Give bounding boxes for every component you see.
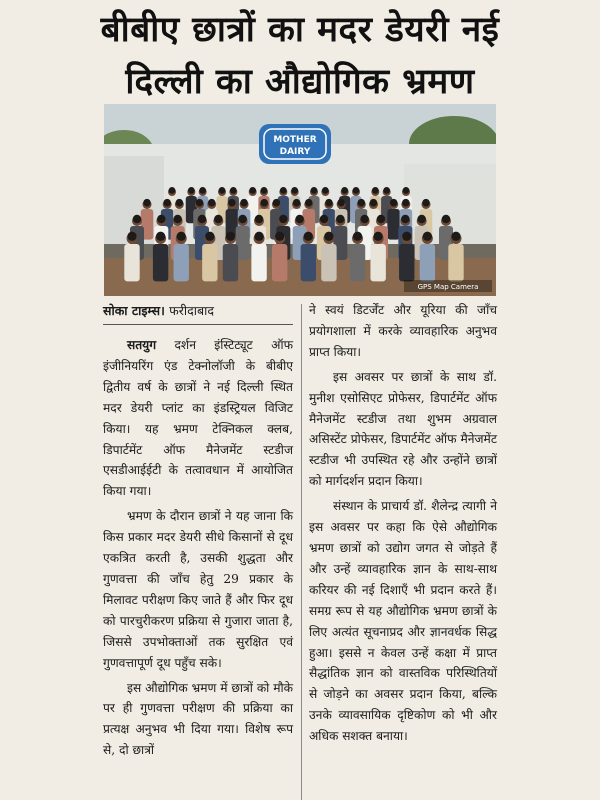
person-hair xyxy=(280,187,287,194)
paragraph-1-text: दर्शन इंस्टिट्यूट ऑफ इंजीनियरिंग एंड टेक्नोलॉजी के बीबीए द्वितीय वर्ष के छात्रों ने नई दिल्ली स्थित मदर डेयरी प्लांट का इंडस्ट्रियल विजिट किया। यह भ्रमण टेक्निकल क्लब, डिपार्टमेंट ऑफ मैनेजमेंट स्टडीज एसडीआईईटी के तत्वावधान में आयोजित किया गया। xyxy=(103,338,293,499)
sign-text-bottom: DAIRY xyxy=(279,147,311,157)
byline xyxy=(103,302,293,325)
person-hair xyxy=(305,199,313,207)
person-hair xyxy=(205,232,214,241)
person-hair xyxy=(238,215,246,223)
person-hair xyxy=(214,215,222,223)
article-paragraph-3: इस औद्योगिक भ्रमण में छात्रों को मौके पर ही गुणवत्ता परीक्षण की प्रक्रिया का प्रत्यक्ष अनुभव भी दिया गया। विशेष रूप से, दो छात्रों xyxy=(103,680,294,758)
person-hair xyxy=(261,187,268,194)
person-hair xyxy=(402,199,410,207)
headline-line-1: बीबीए छात्रों का मदर डेयरी नई xyxy=(100,10,500,50)
person-hair xyxy=(442,215,450,223)
person-hair xyxy=(163,199,171,207)
byline-place: फरीदाबाद xyxy=(169,303,215,318)
person-body xyxy=(321,244,336,281)
person-hair xyxy=(291,187,298,194)
person-hair xyxy=(208,199,216,207)
person-hair xyxy=(254,232,263,241)
person-body xyxy=(251,244,266,281)
person-hair xyxy=(127,232,136,241)
person-hair xyxy=(358,199,366,207)
person-hair xyxy=(374,232,383,241)
person-hair xyxy=(157,215,165,223)
article-paragraph-3-continued: ने स्वयं डिटर्जेंट और यूरिया की जाँच प्रयोगशाला में करके व्यावहारिक अनुभव प्राप्त किया। xyxy=(309,303,497,359)
person-hair xyxy=(341,187,348,194)
person-hair xyxy=(199,187,206,194)
article-paragraph-1 xyxy=(103,335,293,502)
person-hair xyxy=(177,232,186,241)
person-hair xyxy=(422,199,430,207)
person-hair xyxy=(383,187,390,194)
person-hair xyxy=(402,232,411,241)
person-body xyxy=(420,244,435,281)
person-hair xyxy=(240,199,248,207)
person-hair xyxy=(279,215,287,223)
person-hair xyxy=(324,232,333,241)
watermark-text: GPS Map Camera xyxy=(417,283,479,291)
lead-word: सतयुग xyxy=(127,338,157,352)
person-hair xyxy=(322,187,329,194)
person-hair xyxy=(196,199,204,207)
person-body xyxy=(202,244,217,281)
article-column-left xyxy=(103,300,293,765)
person-body xyxy=(448,244,463,281)
person-hair xyxy=(143,199,151,207)
person-hair xyxy=(198,215,206,223)
person-body xyxy=(174,244,189,281)
person-body xyxy=(153,244,168,281)
person-body xyxy=(272,244,287,281)
person-body xyxy=(350,244,365,281)
article-column-right xyxy=(309,300,497,751)
person-hair xyxy=(249,187,256,194)
person-hair xyxy=(275,232,284,241)
group-photo xyxy=(104,104,496,296)
person-hair xyxy=(169,187,176,194)
article-paragraph-4: इस अवसर पर छात्रों के साथ डॉ. मुनीश एसोसिएट प्रोफेसर, डिपार्टमेंट ऑफ मैनेजमेंट स्टडीज तथा शुभम अग्रवाल असिस्टेंट प्रोफेसर, डिपार्टमेंट ऑफ मैनेजमेंट स्टडीज भी उपस्थित रहे और उन्होंने छात्रों को मार्गदर्शन प्रदान किया। xyxy=(309,369,497,489)
person-hair xyxy=(133,215,141,223)
article-paragraph-5: संस्थान के प्राचार्य डॉ. शैलेन्द्र त्यागी ने इस अवसर पर कहा कि ऐसे औद्योगिक भ्रमण छात्रों को उद्योग जगत से जोड़ते हैं और उन्हें व्यावहारिक ज्ञान के साथ-साथ करियर की नई दिशाएँ भी प्रदान करते हैं। समग्र रूप से यह औद्योगिक भ्रमण छात्रों के लिए अत्यंत सूचनाप्रद और ज्ञानवर्धक सिद्ध हुआ। इससे न केवल उन्हें कक्षा में प्राप्त सैद्धांतिक ज्ञान को वास्तविक परिस्थितियों से जोड़ने का अवसर प्रदान किया, बल्कि उनके व्यावसायिक दृष्टिकोण को भी और अधिक सशक्त बनाया। xyxy=(309,499,497,744)
person-hair xyxy=(353,187,360,194)
person-hair xyxy=(325,199,333,207)
person-hair xyxy=(372,187,379,194)
byline-source: सोका टाइम्स। xyxy=(103,303,165,318)
person-hair xyxy=(311,187,318,194)
person-hair xyxy=(260,199,268,207)
person-hair xyxy=(226,232,235,241)
person-hair xyxy=(293,199,301,207)
headline-line-2: दिल्ली का औद्योगिक भ्रमण xyxy=(125,62,475,102)
person-hair xyxy=(377,215,385,223)
person-hair xyxy=(451,232,460,241)
person-hair xyxy=(230,187,237,194)
person-hair xyxy=(304,232,313,241)
person-hair xyxy=(176,199,184,207)
person-hair xyxy=(417,215,425,223)
person-hair xyxy=(228,199,236,207)
article-paragraph-2: भ्रमण के दौरान छात्रों ने यह जाना कि किस प्रकार मदर डेयरी सीधे किसानों से दूध एकत्रित करती है, उसकी शुद्धता और गुणवत्ता की जाँच हेतु 29 प्रकार के मिलावट परीक्षण किए जाते हैं और फिर दूध को पारचुरीकरण प्रक्रिया से गुजारा जाता है, जिससे उपभोक्ताओं तक सुरक्षित एवं गुणवत्तापूर्ण दूध पहुँच सके। xyxy=(103,509,293,670)
person-hair xyxy=(403,187,410,194)
person-hair xyxy=(390,199,398,207)
person-hair xyxy=(337,199,345,207)
person-hair xyxy=(273,199,281,207)
person-hair xyxy=(370,199,378,207)
sign-text-top: MOTHER xyxy=(273,135,317,145)
headline xyxy=(0,4,600,108)
person-body xyxy=(223,244,238,281)
person-hair xyxy=(219,187,226,194)
person-hair xyxy=(353,232,362,241)
person-hair xyxy=(255,215,263,223)
person-body xyxy=(387,209,400,240)
person-hair xyxy=(188,187,195,194)
person-body xyxy=(399,244,414,281)
column-divider xyxy=(301,304,302,800)
person-hair xyxy=(336,215,344,223)
person-body xyxy=(301,244,316,281)
person-body xyxy=(370,244,385,281)
person-hair xyxy=(295,215,303,223)
person-hair xyxy=(360,215,368,223)
person-hair xyxy=(320,215,328,223)
person-hair xyxy=(423,232,432,241)
person-hair xyxy=(401,215,409,223)
person-hair xyxy=(156,232,165,241)
person-body xyxy=(124,244,139,281)
person-hair xyxy=(173,215,181,223)
